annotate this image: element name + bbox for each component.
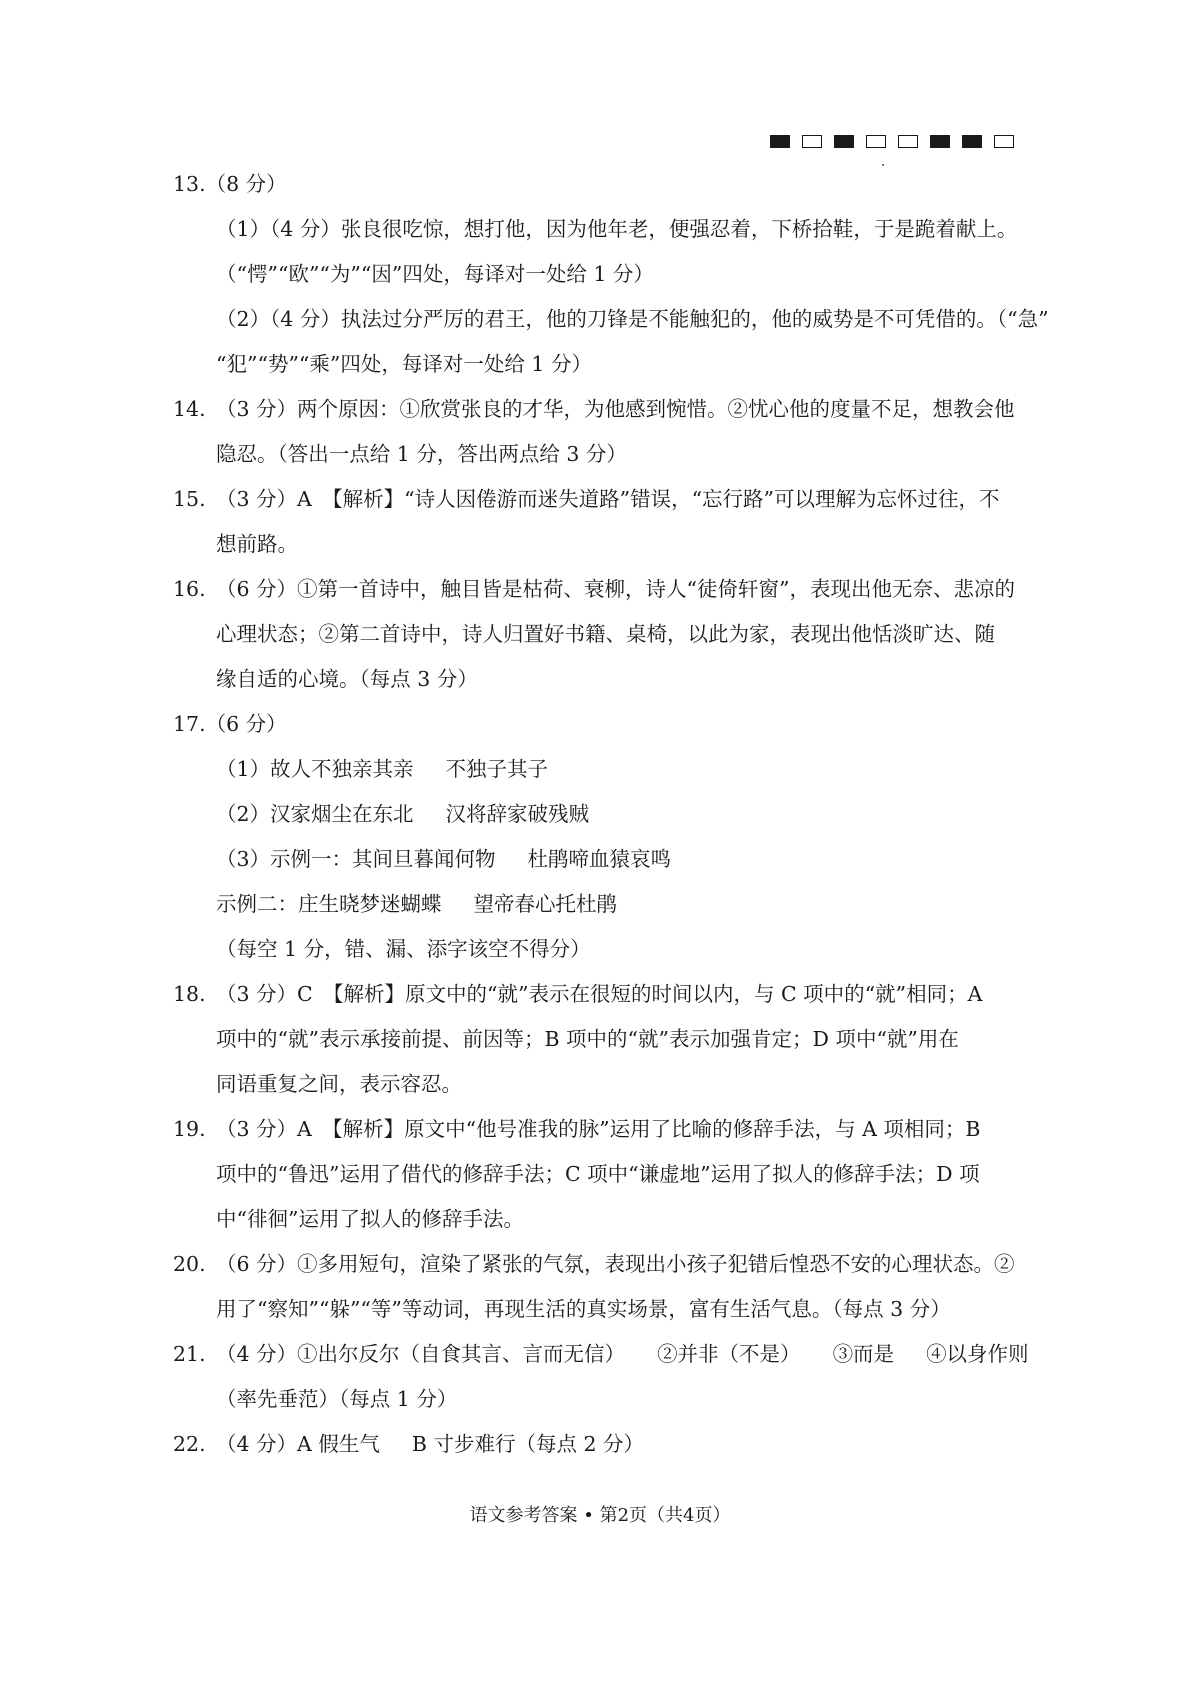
answer-text: （4 分）①出尔反尔（自食其言、言而无信） bbox=[216, 1342, 626, 1366]
question-20 bbox=[173, 1242, 1033, 1287]
q13-part1: （1）（4 分）张良很吃惊，想打他，因为他年老，便强忍着，下桥拾鞋，于是跪着献上。 bbox=[216, 217, 1018, 241]
answer-continuation: 隐忍。（答出一点给 1 分，答出两点给 3 分） bbox=[216, 442, 627, 466]
question-18 bbox=[173, 972, 1033, 1017]
blank-answer: （1）故人不独亲其亲 bbox=[216, 757, 414, 781]
question-number: 18. bbox=[173, 982, 206, 1006]
registration-mark bbox=[802, 135, 822, 148]
answer-text: （3 分）两个原因：①欣赏张良的才华，为他感到惋惜。②忧心他的度量不足，想教会他 bbox=[216, 397, 1015, 421]
question-16 bbox=[173, 567, 1033, 612]
answer-text: （3 分）A 【解析】原文中“他号准我的脉”运用了比喻的修辞手法，与 A 项相同；B bbox=[216, 1117, 981, 1141]
page-footer: 语文参考答案 • 第2页（共4页） bbox=[469, 1505, 731, 1526]
question-number: 22. bbox=[173, 1432, 206, 1456]
question-19 bbox=[173, 1107, 1033, 1152]
registration-mark bbox=[930, 135, 950, 148]
registration-mark bbox=[834, 135, 854, 148]
answer-text: （3 分）C 【解析】原文中的“就”表示在很短的时间以内，与 C 项中的“就”相同；A bbox=[216, 982, 983, 1006]
question-21 bbox=[173, 1332, 1033, 1377]
q17-item-3 bbox=[173, 837, 1033, 882]
registration-mark bbox=[898, 135, 918, 148]
registration-mark bbox=[994, 135, 1014, 148]
question-13-heading: 13.（8 分） bbox=[173, 172, 287, 196]
answer-continuation: 中“徘徊”运用了拟人的修辞手法。 bbox=[216, 1207, 524, 1231]
q13-part1-scoring: （“愕”“欧”“为”“因”四处，每译对一处给 1 分） bbox=[216, 262, 654, 286]
answer-continuation: 项中的“鲁迅”运用了借代的修辞手法；C 项中“谦虚地”运用了拟人的修辞手法；D 项 bbox=[216, 1162, 980, 1186]
answer-continuation: 用了“察知”“躲”“等”等动词，再现生活的真实场景，富有生活气息。（每点 3 分） bbox=[216, 1297, 951, 1321]
blank-answer: 望帝春心托杜鹃 bbox=[473, 892, 617, 916]
q13-part2: （2）（4 分）执法过分严厉的君王，他的刀锋是不能触犯的，他的威势是不可凭借的。（“急” bbox=[216, 307, 1049, 331]
blank-answer: 示例二：庄生晓梦迷蝴蝶 bbox=[216, 892, 442, 916]
question-number: 15. bbox=[173, 487, 206, 511]
answer-text: （6 分）①多用短句，渲染了紧张的气氛，表现出小孩子犯错后惶恐不安的心理状态。② bbox=[216, 1252, 1015, 1276]
answer-continuation: 缘自适的心境。（每点 3 分） bbox=[216, 667, 478, 691]
blank-answer: 不独子其子 bbox=[445, 757, 549, 781]
registration-mark bbox=[770, 135, 790, 148]
answer-text: ③而是 bbox=[832, 1342, 895, 1366]
q17-scoring-note: （每空 1 分，错、漏、添字该空不得分） bbox=[216, 937, 591, 961]
answer-key bbox=[173, 162, 1049, 1467]
q17-item-4 bbox=[173, 882, 1033, 927]
question-15 bbox=[173, 477, 1033, 522]
question-14 bbox=[173, 387, 1033, 432]
registration-mark bbox=[866, 135, 886, 148]
answer-text: ④以身作则 bbox=[926, 1342, 1029, 1366]
blank-answer: 杜鹃啼血猿哀鸣 bbox=[527, 847, 672, 871]
registration-marks bbox=[770, 135, 1014, 148]
answer-continuation: 同语重复之间，表示容忍。 bbox=[216, 1072, 462, 1096]
question-22 bbox=[173, 1422, 1033, 1467]
answer-text: （3 分）A 【解析】“诗人因倦游而迷失道路”错误，“忘行路”可以理解为忘怀过往，不 bbox=[216, 487, 1000, 511]
answer-text: （4 分）A 假生气 bbox=[216, 1432, 380, 1456]
question-number: 16. bbox=[173, 577, 206, 601]
question-number: 21. bbox=[173, 1342, 206, 1366]
question-number: 19. bbox=[173, 1117, 206, 1141]
answer-continuation: 想前路。 bbox=[216, 532, 298, 556]
blank-answer: 汉将辞家破残贼 bbox=[445, 802, 590, 826]
blank-answer: （2）汉家烟尘在东北 bbox=[216, 802, 414, 826]
question-number: 20. bbox=[173, 1252, 206, 1276]
q13-part2-scoring: “犯”“势”“乘”四处，每译对一处给 1 分） bbox=[216, 352, 592, 376]
q17-item-2 bbox=[173, 792, 1033, 837]
answer-text: B 寸步难行（每点 2 分） bbox=[411, 1432, 645, 1456]
blank-answer: （3）示例一：其间旦暮闻何物 bbox=[216, 847, 496, 871]
q17-item-1 bbox=[173, 747, 1033, 792]
answer-text: （6 分）①第一首诗中，触目皆是枯荷、衰柳，诗人“徒倚轩窗”，表现出他无奈、悲凉的 bbox=[216, 577, 1016, 601]
answer-continuation: 心理状态；②第二首诗中，诗人归置好书籍、桌椅，以此为家，表现出他恬淡旷达、随 bbox=[216, 622, 995, 646]
answer-text: ②并非（不是） bbox=[657, 1342, 801, 1366]
question-number: 14. bbox=[173, 397, 206, 421]
answer-continuation: 项中的“就”表示承接前提、前因等；B 项中的“就”表示加强肯定；D 项中“就”用在 bbox=[216, 1027, 959, 1051]
question-17-heading: 17.（6 分） bbox=[173, 712, 287, 736]
registration-mark bbox=[962, 135, 982, 148]
answer-continuation: （率先垂范）（每点 1 分） bbox=[216, 1387, 458, 1411]
